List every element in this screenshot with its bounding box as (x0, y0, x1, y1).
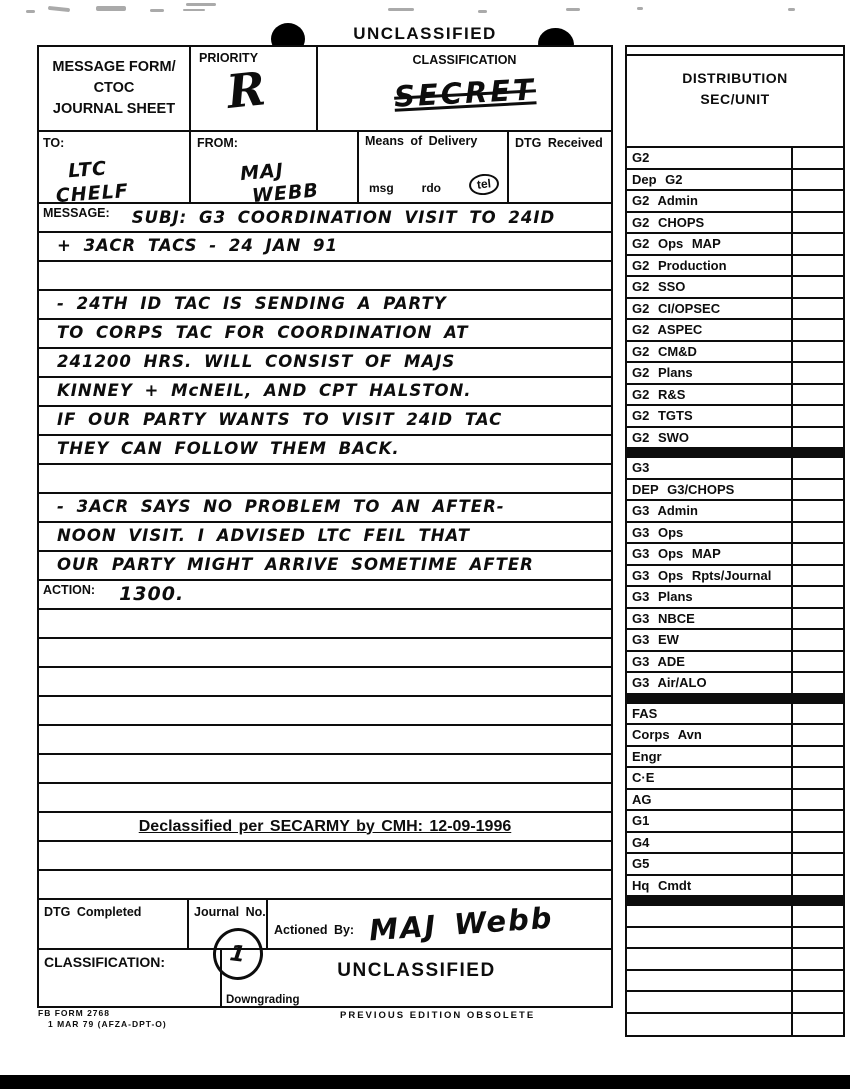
message-row (39, 378, 611, 407)
distribution-row (627, 652, 843, 674)
distribution-unit-label: G3 ADE (632, 653, 685, 669)
message-line-text (39, 465, 57, 468)
blank-row (39, 726, 611, 755)
distribution-unit-label: G5 (632, 856, 650, 871)
message-line-text: - 24TH ID TAC IS SENDING A PARTY (57, 294, 447, 313)
distribution-row (627, 630, 843, 652)
from-value-handwritten (239, 153, 359, 209)
distribution-row (627, 299, 843, 321)
action-label: ACTION: (43, 583, 96, 597)
distribution-row (627, 170, 843, 192)
distribution-row (627, 811, 843, 833)
distribution-check-cell (791, 609, 843, 629)
distribution-unit-label (627, 992, 791, 1012)
distribution-check-cell (791, 854, 843, 874)
distribution-group-divider (627, 449, 843, 458)
distribution-unit-label (627, 928, 791, 948)
blank-rows (39, 842, 611, 900)
distribution-unit-label: G3 Ops Rpts/Journal (632, 567, 772, 583)
actioned-by-label: Actioned By: (274, 923, 355, 937)
declassified-row (39, 813, 611, 842)
downgrading-label: Downgrading (226, 994, 300, 1006)
distribution-check-cell (791, 928, 843, 948)
distribution-unit-label: Engr (632, 748, 662, 764)
blank-row (39, 755, 611, 784)
action-value-handwritten: 1300. (119, 583, 185, 605)
distribution-check-cell (791, 811, 843, 831)
distribution-unit-label: G4 (632, 834, 650, 850)
priority-label: PRIORITY (199, 51, 259, 65)
distribution-unit-label: G3 (632, 460, 650, 475)
distribution-check-cell (791, 234, 843, 254)
distribution-top-strip (627, 47, 843, 56)
distribution-unit-label: G3 EW (632, 632, 679, 647)
distribution-unit-label: G2 CM&D (632, 343, 697, 359)
distribution-row (627, 725, 843, 747)
distribution-column (625, 45, 845, 1037)
completion-row (39, 900, 611, 950)
distribution-check-cell (791, 971, 843, 991)
distribution-unit-label: G2 Admin (632, 193, 698, 208)
message-row (39, 291, 611, 320)
distribution-unit-label: G2 TGTS (632, 408, 693, 423)
message-line-text: IF OUR PARTY WANTS TO VISIT 24ID TAC (57, 410, 503, 429)
distribution-unit-label: G1 (632, 813, 650, 828)
dtg-completed-field (39, 900, 187, 948)
message-line-text: TO CORPS TAC FOR COORDINATION AT (57, 323, 469, 342)
distribution-check-cell (791, 587, 843, 607)
blank-row (39, 784, 611, 813)
distribution-check-cell (791, 566, 843, 586)
distribution-unit-label (627, 971, 791, 991)
message-line-text: KINNEY + McNEIL, AND CPT HALSTON. (57, 381, 472, 400)
distribution-unit-label: AG (632, 791, 652, 807)
distribution-check-cell (791, 790, 843, 810)
distribution-check-cell (791, 148, 843, 168)
distribution-check-cell (791, 480, 843, 500)
distribution-row (627, 406, 843, 428)
distribution-unit-label: G2 ASPEC (632, 322, 703, 337)
distribution-row (627, 928, 843, 950)
previous-edition-note: PREVIOUS EDITION OBSOLETE (340, 1010, 536, 1021)
message-row (39, 465, 611, 494)
distribution-unit-label: G3 Admin (632, 503, 698, 518)
message-line-text: SUBJ: G3 COORDINATION VISIT TO 24ID (131, 208, 556, 227)
distribution-row (627, 501, 843, 523)
distribution-check-cell (791, 906, 843, 926)
means-of-delivery-field (357, 132, 507, 202)
distribution-row (627, 320, 843, 342)
message-row (39, 407, 611, 436)
distribution-row (627, 544, 843, 566)
message-row (39, 436, 611, 465)
to-label: TO: (43, 136, 65, 150)
classification-field (316, 47, 611, 130)
distribution-check-cell (791, 256, 843, 276)
distribution-unit-label: G3 Ops MAP (632, 546, 721, 561)
delivery-options (365, 174, 507, 202)
to-value-handwritten (55, 152, 190, 208)
blank-row (39, 639, 611, 668)
distribution-unit-label: G3 Plans (632, 589, 693, 604)
classification-footer-value: UNCLASSIFIED (337, 960, 496, 981)
distribution-group-divider (627, 695, 843, 704)
to-field (39, 132, 189, 207)
distribution-row (627, 906, 843, 928)
distribution-unit-label: G3 Air/ALO (632, 675, 707, 690)
distribution-check-cell (791, 992, 843, 1012)
blank-rows (39, 610, 611, 813)
distribution-check-cell (791, 544, 843, 564)
to-value-line: CHELF (55, 179, 130, 207)
declassified-stamp: Declassified per SECARMY by CMH: 12-09-1996 (138, 817, 512, 835)
distribution-unit-label: G2 Production (632, 257, 727, 273)
distribution-row (627, 191, 843, 213)
distribution-check-cell (791, 876, 843, 896)
distribution-row (627, 833, 843, 855)
message-label: MESSAGE: (43, 206, 110, 220)
distribution-unit-label: G3 NBCE (632, 610, 695, 626)
message-line-text: THEY CAN FOLLOW THEM BACK. (57, 439, 400, 458)
distribution-row (627, 587, 843, 609)
blank-row (39, 842, 611, 871)
form-title-line: CTOC (93, 79, 135, 96)
distribution-unit-label: Corps Avn (632, 727, 702, 742)
classification-value-struck-out: SECRET (392, 72, 537, 114)
distribution-check-cell (791, 406, 843, 426)
distribution-check-cell (791, 191, 843, 211)
distribution-unit-label: G2 SSO (632, 279, 686, 294)
distribution-check-cell (791, 1014, 843, 1036)
distribution-row (627, 458, 843, 480)
classification-footer-value-cell (220, 950, 611, 1006)
from-label: FROM: (197, 136, 238, 150)
distribution-row (627, 148, 843, 170)
blank-row (39, 871, 611, 900)
message-line-text: 241200 HRS. WILL CONSIST OF MAJS (57, 352, 456, 371)
to-value-line: LTC (67, 157, 108, 183)
distribution-row (627, 971, 843, 993)
distribution-unit-label: G2 CHOPS (632, 214, 705, 230)
message-row (39, 552, 611, 581)
action-row (39, 581, 611, 610)
distribution-check-cell (791, 342, 843, 362)
distribution-group-divider (627, 897, 843, 906)
distribution-row (627, 747, 843, 769)
distribution-row (627, 790, 843, 812)
distribution-check-cell (791, 428, 843, 448)
distribution-unit-label: G2 SWO (632, 429, 690, 445)
distribution-row (627, 566, 843, 588)
message-row (39, 233, 611, 262)
form-title-line: JOURNAL SHEET (52, 101, 176, 117)
distribution-row (627, 949, 843, 971)
distribution-check-cell (791, 299, 843, 319)
message-row (39, 262, 611, 291)
message-form (37, 45, 613, 1008)
distribution-check-cell (791, 170, 843, 190)
distribution-row (627, 213, 843, 235)
actioned-by-signature: MAJ Webb (367, 900, 555, 948)
scan-edge-bar (0, 1075, 850, 1089)
dtg-received-label: DTG Received (515, 136, 603, 150)
distribution-row (627, 768, 843, 790)
distribution-row (627, 523, 843, 545)
message-row (39, 349, 611, 378)
classification-footer-row (39, 950, 611, 1006)
message-row (39, 204, 611, 233)
form-number-line: FB FORM 2768 (38, 1008, 110, 1018)
distribution-row (627, 704, 843, 726)
distribution-row (627, 363, 843, 385)
classification-label: CLASSIFICATION (412, 53, 517, 67)
form-title (39, 47, 189, 130)
distribution-unit-label: DEP G3/CHOPS (632, 481, 735, 497)
distribution-unit-label: Dep G2 (632, 171, 683, 187)
distribution-unit-label (627, 949, 791, 969)
distribution-check-cell (791, 725, 843, 745)
distribution-title-line: DISTRIBUTION (682, 70, 788, 86)
distribution-check-cell (791, 768, 843, 788)
journal-no-label: Journal No. (194, 905, 266, 919)
distribution-check-cell (791, 523, 843, 543)
distribution-check-cell (791, 833, 843, 853)
distribution-check-cell (791, 320, 843, 340)
message-line-text: - 3ACR SAYS NO PROBLEM TO AN AFTER- (57, 497, 505, 516)
distribution-check-cell (791, 652, 843, 672)
distribution-row (627, 673, 843, 695)
form-header-row (39, 47, 611, 132)
delivery-option-rdo: rdo (421, 181, 441, 195)
distribution-check-cell (791, 630, 843, 650)
form-title-line: MESSAGE FORM/ (52, 58, 176, 75)
distribution-row (627, 342, 843, 364)
distribution-unit-label: G2 Plans (632, 365, 693, 380)
distribution-rows (627, 148, 843, 1035)
distribution-row (627, 609, 843, 631)
distribution-unit-label: C·E (632, 770, 655, 785)
priority-field (189, 47, 316, 130)
dtg-received-field (507, 132, 611, 202)
distribution-check-cell (791, 747, 843, 767)
form-number (38, 1008, 167, 1030)
distribution-check-cell (791, 458, 843, 478)
distribution-check-cell (791, 363, 843, 383)
message-line-text: OUR PARTY MIGHT ARRIVE SOMETIME AFTER (57, 555, 534, 574)
actioned-by-field (266, 900, 611, 948)
distribution-unit-label (627, 1014, 791, 1036)
message-row (39, 494, 611, 523)
blank-row (39, 610, 611, 639)
distribution-title-line: SEC/UNIT (700, 91, 770, 107)
message-line-text: NOON VISIT. I ADVISED LTC FEIL THAT (57, 526, 471, 545)
blank-row (39, 697, 611, 726)
blank-row (39, 668, 611, 697)
from-value-line: MAJ (239, 159, 285, 186)
means-of-delivery-label: Means of Delivery (365, 134, 478, 148)
message-line-text (39, 262, 57, 265)
distribution-row (627, 480, 843, 502)
distribution-row (627, 876, 843, 898)
distribution-row (627, 428, 843, 450)
distribution-check-cell (791, 949, 843, 969)
distribution-check-cell (791, 277, 843, 297)
dtg-completed-label: DTG Completed (44, 905, 142, 919)
distribution-header (627, 56, 843, 148)
distribution-check-cell (791, 501, 843, 521)
distribution-unit-label: G3 Ops (632, 524, 684, 540)
distribution-check-cell (791, 673, 843, 693)
priority-value-handwritten: R (224, 61, 269, 119)
delivery-option-tel-circled: tel (468, 172, 500, 196)
from-field (189, 132, 357, 207)
distribution-check-cell (791, 385, 843, 405)
distribution-unit-label: G2 (632, 150, 650, 165)
distribution-unit-label: Hq Cmdt (632, 877, 692, 893)
distribution-unit-label: G2 R&S (632, 386, 686, 402)
distribution-row (627, 992, 843, 1014)
form-addressing-row (39, 132, 611, 207)
distribution-unit-label (627, 906, 791, 926)
distribution-row (627, 854, 843, 876)
distribution-row (627, 277, 843, 299)
message-row (39, 320, 611, 349)
distribution-row (627, 1014, 843, 1036)
message-row (39, 523, 611, 552)
message-body (39, 204, 611, 581)
classification-footer-field (39, 950, 220, 1006)
distribution-unit-label: FAS (632, 705, 658, 721)
classification-footer-label: CLASSIFICATION: (44, 954, 166, 970)
distribution-unit-label: G2 Ops MAP (632, 236, 721, 251)
from-value-line: WEBB (251, 179, 320, 207)
distribution-row (627, 256, 843, 278)
delivery-option-msg: msg (369, 181, 394, 195)
top-classification-label: UNCLASSIFIED (353, 24, 497, 43)
distribution-unit-label: G2 CI/OPSEC (632, 300, 721, 316)
message-line-text: + 3ACR TACS - 24 JAN 91 (57, 236, 338, 255)
distribution-row (627, 234, 843, 256)
distribution-row (627, 385, 843, 407)
form-number-line: 1 MAR 79 (AFZA-DPT-O) (48, 1019, 167, 1030)
distribution-check-cell (791, 704, 843, 724)
journal-no-value-handwritten: 1 (228, 940, 248, 968)
distribution-check-cell (791, 213, 843, 233)
